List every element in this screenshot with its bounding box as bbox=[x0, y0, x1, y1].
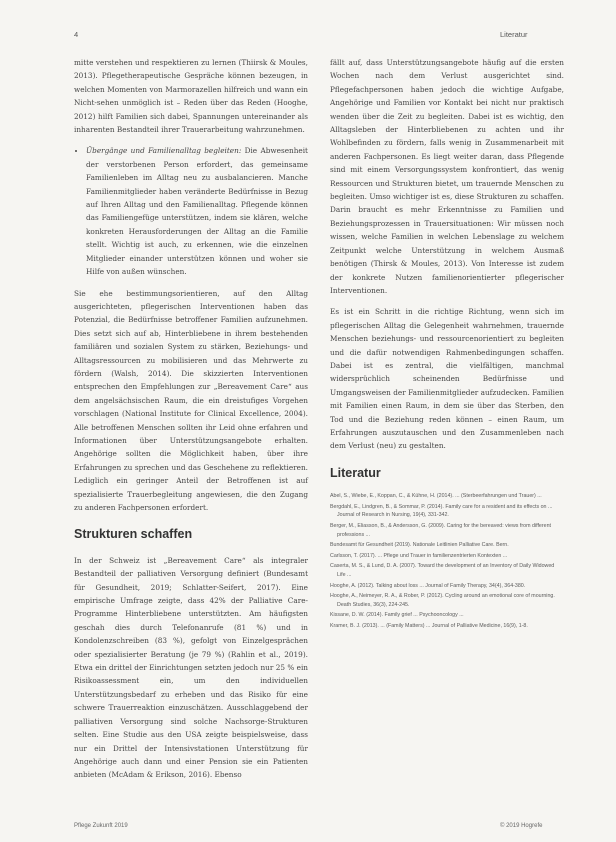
running-header-section: Literatur bbox=[500, 30, 528, 39]
reference-item: Bergdahl, E., Lindgren, B., & Sommar, P. (2014). Family care for a resident and its effects on ... Journal of Research in Nursing, 19(4), 331-342. bbox=[330, 503, 553, 519]
reference-list bbox=[330, 492, 564, 630]
left-paragraph-1: mitte verstehen und respektieren zu lernen (Thiirsk & Moules, 2013). Pflegetherapeutische Gespräche können bezeugen, in welchen Momenten von Marmorazellen hilfreich und wann ein Nicht-sehen unmöglich ist – Reden über das Reden (Hooghe, 2012) hilft Familien sich dabei, Spannungen untereinander als inharenten Bestandteil ihrer Trauerarbeitung wahrzunehmen. bbox=[74, 58, 308, 135]
bullet-lead: Übergänge und Familienalltag begleiten: bbox=[86, 146, 242, 156]
right-paragraph-2: Es ist ein Schritt in die richtige Richtung, wenn sich im pflegerischen Alltag die Gelegenheit wahrnehmen, trauernde Menschen beziehungs- und ressourcenorientiert zu begleiten und die dafür notwendigen Rahmenbedingungen schaffen. Dabei ist es zentral, die vielfältigen, manchmal widersprüchlich scheinenden Bedürfnisse und Umgangsweisen der Familienmitglieder aufzudecken. Familien mit Familien einen Raum, in dem sie über das Sterben, den Tod und die Beziehung reden können – einen Raum, um Erfahrungen auszutauschen und den Zusammenleben nach dem Verlust (neu) zu gestalten. bbox=[330, 307, 564, 451]
bullet-text: Die Abwesenheit der verstorbenen Person erfordert, das gemeinsame Familienleben im Alltag neu zu ausbalancieren. Manche Familienmitglieder haben veränderte Bedürfnisse in Bezug auf Ihren Alltag und den Familienalltag. Pflegende können das Familiengefüge unterstützen, indem sie klären, welche konkreten Herausforderungen der Alltag an die Familie stellt. Wichtig ist auch, zu erkennen, wie die einzelnen Mitglieder einander unterstützen können und woher sie Hilfe von außen wünschen. bbox=[86, 146, 308, 277]
left-column bbox=[74, 56, 308, 790]
left-paragraph-2: Sie ehe bestimmungsorientieren, auf den Alltag ausgerichteten, pflegerischen Interventionen haben das Potenzial, die Bedürfnisse betroffener Familien aufzunehmen. Dies setzt sich auf ab, Hinterbliebene in ihrem bestehenden familiären und sozialen System zu stärken, Beziehungs- und Alltagsressourcen zu mobilisieren und das Mehrwerte zu fördern (Walsh, 2014). Die skizzierten Interventionen entsprechen den Empfehlungen zur „Bereavement Care“ aus dem angelsächsischen Raum, die ein dreistufiges Vorgehen vorschlagen (National Institute for Clinical Excellence, 2004). Alle betroffenen Menschen sollten ihr Leid ohne erfahren und Informationen über Unterstützungsangebote erhalten. Angehörige sollten die Möglichkeit haben, über ihre Erfahrungen zu sprechen und das Geschehene zu reflektieren. Lediglich ein geringer Anteil der Betroffenen ist auf spezialisierte Trauerbegleitung angewiesen, die den Zugang zu anderen Fachpersonen erfordert. bbox=[74, 288, 308, 512]
reference-item: Kissane, D. W. (2014). Family grief ... Psychooncology ... bbox=[330, 612, 464, 619]
reference-item: Kramer, B. J. (2013). ... (Family Matters) ... Journal of Palliative Medicine, 16(9), 1-8. bbox=[330, 622, 528, 629]
reference-item: Hooghe, A. (2012). Talking about loss ... Journal of Family Therapy, 34(4), 364-380. bbox=[330, 582, 526, 589]
section-heading-strukturen: Strukturen schaffen bbox=[74, 527, 193, 542]
bullet-item bbox=[86, 144, 308, 278]
reference-item: Hooghe, A., Neimeyer, R. A., & Rober, P. (2012). Cycling around an emotional core of mourning. Death Studies, 36(3), 224-245. bbox=[330, 593, 555, 608]
reference-item: Caserta, M. S., & Lund, D. A. (2007). Toward the development of an Inventory of Daily Widowed Life ... bbox=[330, 563, 555, 578]
right-column bbox=[330, 56, 564, 633]
section-heading-literatur: Literatur bbox=[330, 465, 381, 480]
reference-item: Berger, M., Eliasson, B., & Andersson, G. (2009). Caring for the bereaved: views from different professions ... bbox=[330, 522, 552, 538]
page-number: 4 bbox=[74, 30, 79, 39]
reference-item: Bundesamt für Gesundheit (2019). Nationale Leitlinien Palliative Care. Bern. bbox=[330, 542, 509, 549]
footer-journal: Pflege Zukunft 2019 bbox=[74, 823, 128, 829]
left-paragraph-3: In der Schweiz ist „Bereavement Care“ als integraler Bestandteil der palliativen Versorgung definiert (Bundesamt für Gesundheit, 2019; Schlatter-Seifert, 2017). Eine empirische Umfrage zeigte, dass 42% der Palliative Care-Programme Hinterbliebene unterstützten. Am häufigsten geschah dies durch Telefonanrufe (81 %) und in Kondolenzschreiben (83 %), gefolgt von Einzelgesprächen oder spezialisierter Beratung (je 79 %) (Rahlin et al., 2019). Etwa ein drittel der Einrichtungen setzten jedoch nur 25 % ein Risikoassessment ein, um den individuellen Unterstützungsbedarf zu erheben und das Risiko für eine schwere Trauerreaktion einzuschätzen. Ausschlaggebend der palliativen Versorgung sind solche Nachsorge-Strukturen selten. Eine Studie aus den USA zeigte beispielsweise, dass nur ein Drittel der Intensivstationen Unterstützung für Angehörige auch dann und einer Pension sie ein Patienten anbieten (McAdam & Erikson, 2016). Ebenso bbox=[74, 555, 308, 780]
bullet-list bbox=[74, 144, 308, 278]
right-paragraph-1: fällt auf, dass Unterstützungsangebote häufig auf die ersten Wochen nach dem Verlust ausgerichtet sind. Pflegefachpersonen haben jedoch die wichtige Aufgabe, Angehörige und Familien vor Kontakt bei nicht nur praktisch wenden über die Zeit zu begleiten. Dabei ist es wichtig, den Alltagsleben der Hinterbliebenen zu achten und ihr Wohlbefinden zu fördern, falls wenig in Zusammenarbeit mit anderen Fachpersonen. Es liegt weiter daran, dass Pflegende sind mit einem Versorgungssystem konfrontiert, das wenig Ressourcen und Strukturen bietet, um trauernde Menschen zu begleiten. Umso wichtiger ist es, diese Strukturen zu schaffen. Darin braucht es mehr Erkenntnisse zu Familien und Beziehungsprozessen in Trauersituationen: Wir müssen noch wissen, welche Familien in welchen Lebenslage zu welchem Zeitpunkt welche Unterstützung in welchem Ausmaß benötigen (Thirsk & Moules, 2013). Von Interesse ist zudem der konkrete Nutzen familienorientierter pflegerischer Interventionen. bbox=[330, 58, 564, 295]
reference-item: Carlsson, T. (2017). ... Pflege und Trauer in familienzentrierten Kontexten ... bbox=[330, 552, 508, 559]
footer-publisher: © 2019 Hogrefe bbox=[500, 823, 543, 829]
reference-item: Abel, S., Wiebe, E., Koppan, C., & Kühne, H. (2014). ... (Sterbeerfahrungen und Trauer) ... bbox=[330, 493, 542, 500]
